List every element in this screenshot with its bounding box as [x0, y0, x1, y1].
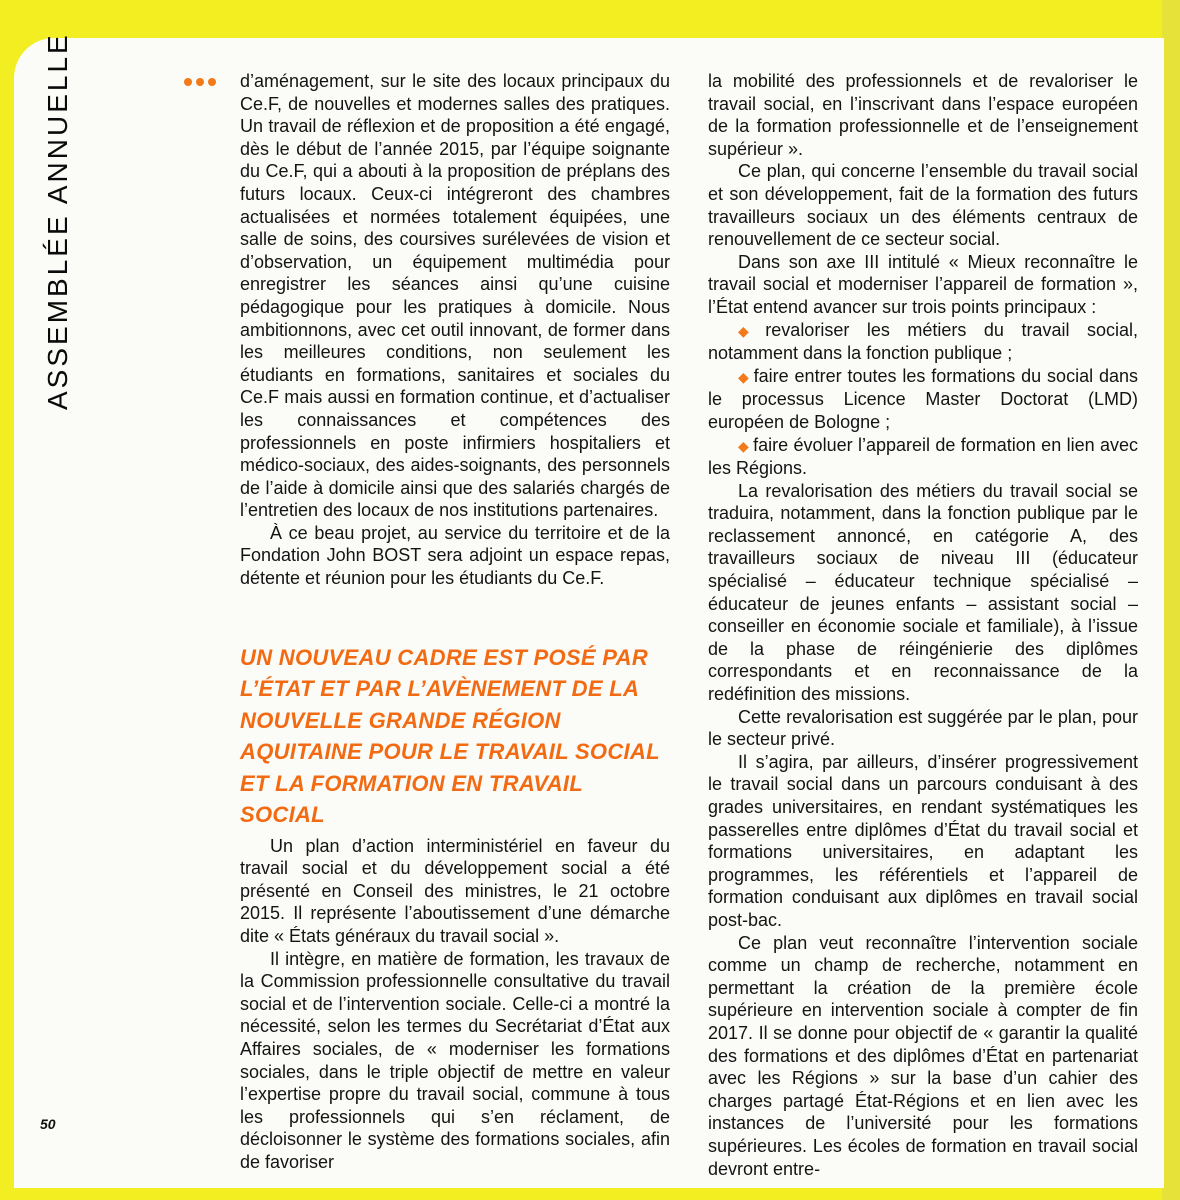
paragraph: la mobilité des professionnels et de revaloriser le travail social, en l’inscrivant dans l’espace européen de la formation professionnelle et de l’enseignement supérieur ». [708, 71, 1138, 159]
paragraph: Un plan d’action interministériel en faveur du travail social et du développement social a été présenté en Conseil des ministres, le 21 octobre 2015. Il représente l’aboutissement d’une démarche dite « États généraux du travail social ». [240, 835, 670, 947]
diamond-bullet-icon: ◆ [738, 322, 762, 339]
diamond-bullet-icon: ◆ [738, 437, 750, 454]
paragraph: d’aménagement, sur le site des locaux principaux du Ce.F, de nouvelles et modernes salles des pratiques. Un travail de réflexion et de proposition a été engagé, dès le début de l’année 2015, par l’équipe soignante du Ce.F, qui a abouti à la proposition de préplans des futurs locaux. Ceux-ci intégreront des chambres actualisées et normées totalement équipées, une salle de soins, des coursives surélevées de vision et d’observation, un équipement multimédia pour enregistrer les séances ainsi qu’une cuisine pédagogique pour les pratiques à domicile. Nous ambitionnons, avec cet outil innovant, de former dans les meilleures conditions, non seulement les étudiants en formations, sanitaires et sociales du Ce.F mais aussi en formation continue, et d’actualiser les connaissances et compétences des professionnels en poste infirmiers hospitaliers et médico-sociaux, des aides-soignants, des personnels de l’aide à domicile ainsi que des salariés chargés de l’entretien des locaux de nos institutions partenaires. [240, 71, 670, 521]
paragraph: Ce plan veut reconnaître l’intervention sociale comme un champ de recherche, notamment en permettant la création de la première école supérieure en intervention sociale à compter de fin 2017. Il se donne pour objectif de « garantir la qualité des formations et des diplômes d’État en partenariat avec les Régions » sur la base d’un cahier des charges partagé État-Régions et en lien avec les instances de l’université pour les formations supérieures. Les écoles de formation en travail social devront entre- [708, 932, 1138, 1179]
list-item: ◆ faire évoluer l’appareil de formation en lien avec les Régions. [708, 434, 1138, 479]
paragraph: À ce beau projet, au service du territoire et de la Fondation John BOST sera adjoint un espace repas, détente et réunion pour les étudiants du Ce.F. [240, 522, 670, 589]
paragraph: Dans son axe III intitulé « Mieux reconnaître le travail social et moderniser l’appareil de formation », l’État entend avancer sur trois points principaux : [708, 251, 1138, 317]
section-side-title: ASSEMBLÉE ANNUELLE [42, 32, 73, 410]
list-item: ◆ revaloriser les métiers du travail social, notamment dans la fonction publique ; [708, 319, 1138, 364]
paragraph: La revalorisation des métiers du travail social se traduira, notamment, dans la fonction publique par le reclassement annoncé, en catégorie A, des travailleurs sociaux de niveau III (éducateur spécialisé – éducateur technique spécialisé – éducateur de jeunes enfants – assistant social – conseiller en économie sociale et familiale), à l’issue de la phase de réingénierie des diplômes correspondants et en reconnaissance de la redéfinition des missions. [708, 480, 1138, 705]
list-item: ◆ faire entrer toutes les formations du social dans le processus Licence Master Doctorat (LMD) européen de Bologne ; [708, 365, 1138, 432]
right-column [708, 70, 1138, 1180]
paragraph: Il intègre, en matière de formation, les travaux de la Commission professionnelle consultative du travail social et de l’intervention sociale. Celle-ci a montré la nécessité, selon les termes du Secrétariat d’État aux Affaires sociales, de « moderniser les formations sociales, dans le triple objectif de mettre en valeur l’expertise propre du travail social, commune à tous les professionnels qui s’en réclament, de décloisonner le système des formations sociales, afin de favoriser [240, 948, 670, 1172]
continuation-dots-icon [184, 78, 224, 88]
left-column [240, 70, 670, 1174]
paragraph: Ce plan, qui concerne l’ensemble du travail social et son développement, fait de la formation des futurs travailleurs sociaux un des éléments centraux de renouvellement de ce secteur social. [708, 161, 1138, 250]
paragraph: Il s’agira, par ailleurs, d’insérer progressivement le travail social dans un parcours conduisant à des grades universitaires, en rendant systématiques les passerelles entre diplômes d’État du travail social et formations universitaires, en adaptant les programmes, les référentiels et l’appareil de formation conduisant aux diplômes en travail social post-bac. [708, 751, 1138, 930]
section-heading: UN NOUVEAU CADRE EST POSÉ PAR L’ÉTAT ET PAR L’AVÈNEMENT DE LA NOUVELLE GRANDE RÉGION AQUITAINE POUR LE TRAVAIL SOCIAL ET LA FORMATION EN TRAVAIL SOCIAL [240, 644, 660, 828]
page-number: 50 [40, 1116, 56, 1132]
diamond-bullet-icon: ◆ [738, 368, 750, 385]
page-edge-yellow [1162, 0, 1180, 1200]
paragraph: Cette revalorisation est suggérée par le plan, pour le secteur privé. [708, 706, 1138, 750]
